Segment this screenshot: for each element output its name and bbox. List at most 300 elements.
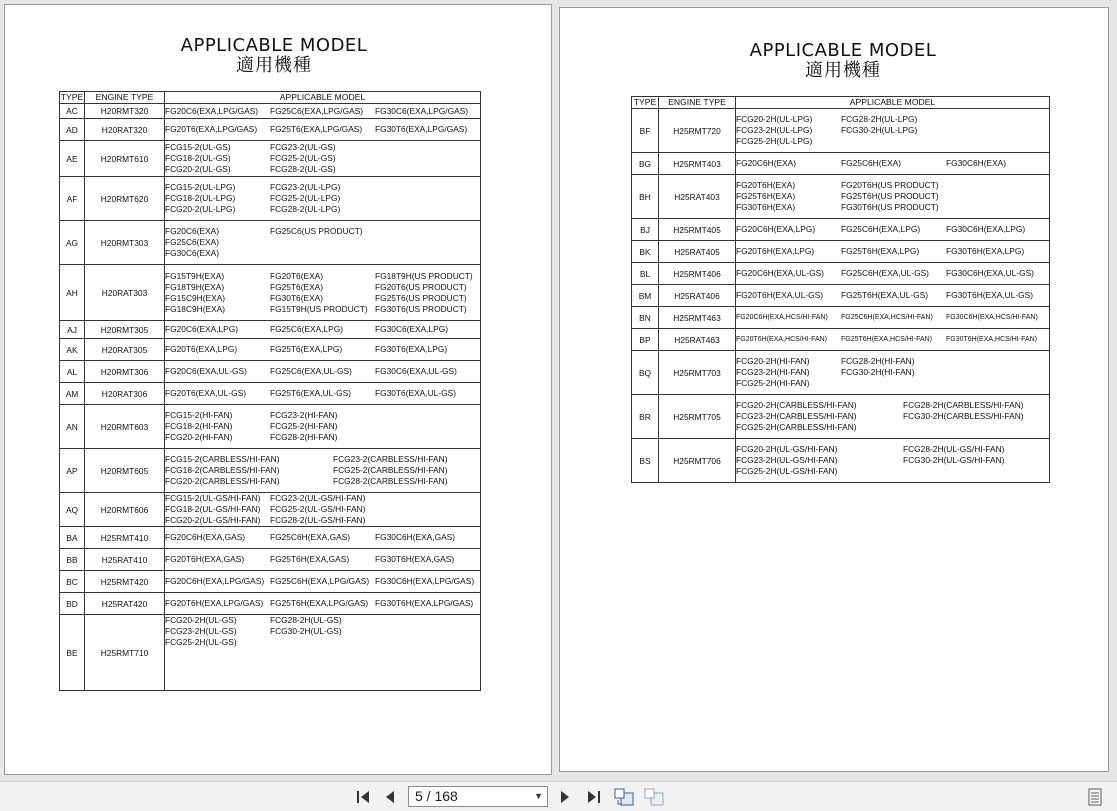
type-cell: BR xyxy=(632,395,659,439)
applicable-model-cell xyxy=(736,219,1050,241)
first-page-icon[interactable] xyxy=(352,787,374,807)
model-name: FCG23-2(CARBLESS/HI-FAN) xyxy=(333,454,448,464)
page-title xyxy=(5,36,543,76)
applicable-model-cell xyxy=(165,361,481,383)
model-name xyxy=(946,136,1049,147)
model-name: FG25T6(EXA,LPG) xyxy=(270,344,343,354)
table-row xyxy=(60,339,481,361)
model-name: FCG20-2(UL-LPG) xyxy=(165,204,236,214)
model-name: FG25T6(EXA,UL-GS) xyxy=(270,388,351,398)
applicable-model-cell xyxy=(736,395,1050,439)
model-name: FG20C6H(EXA) xyxy=(736,158,797,168)
model-name: FCG28-2(HI-FAN) xyxy=(270,432,338,442)
model-name xyxy=(375,142,480,153)
applicable-model-cell xyxy=(736,351,1050,395)
model-name: FCG23-2(HI-FAN) xyxy=(270,410,338,420)
model-name: FG30C6H(EXA,LPG) xyxy=(946,224,1026,234)
model-name: FG20T6(EXA,LPG/GAS) xyxy=(165,124,258,134)
type-cell: BD xyxy=(60,593,85,615)
engine-type-cell: H25RMT410 xyxy=(85,527,165,549)
model-name xyxy=(375,637,480,648)
model-name: FG25T6H(EXA,LPG/GAS) xyxy=(270,598,369,608)
type-cell: BF xyxy=(632,109,659,153)
engine-type-cell: H20RAT305 xyxy=(85,339,165,361)
model-name: FG30T6(EXA,LPG) xyxy=(375,344,448,354)
model-name: FG20T6H(EXA,LPG/GAS) xyxy=(165,598,264,608)
engine-type-cell: H25RMT403 xyxy=(659,153,736,175)
table-row xyxy=(60,383,481,405)
type-cell: BB xyxy=(60,549,85,571)
type-cell: AF xyxy=(60,177,85,221)
model-name: FCG15-2(UL-LPG) xyxy=(165,182,236,192)
model-name: FCG28-2(CARBLESS/HI-FAN) xyxy=(333,476,448,486)
applicable-model-cell xyxy=(165,104,481,119)
table-row xyxy=(60,405,481,449)
model-name: FG15T9H(US PRODUCT) xyxy=(270,303,368,314)
model-name: FG20T6H(EXA,GAS) xyxy=(165,554,245,564)
model-name: FCG20-2(CARBLESS/HI-FAN) xyxy=(165,476,280,486)
applicable-model-cell xyxy=(165,615,481,691)
prev-page-icon[interactable] xyxy=(380,787,400,807)
model-name: FG20T6(EXA) xyxy=(270,270,324,281)
applicable-model-cell xyxy=(736,307,1050,329)
engine-type-cell: H20RAT320 xyxy=(85,119,165,141)
model-name: FG15C9H(EXA) xyxy=(165,292,226,303)
applicable-model-cell xyxy=(165,405,481,449)
title-english: APPLICABLE MODEL xyxy=(180,35,368,56)
model-name: FCG18-2(UL-LPG) xyxy=(165,193,236,203)
model-name: FG25C6(EXA,LPG/GAS) xyxy=(270,105,364,116)
model-name: FG18T9H(EXA) xyxy=(165,281,225,292)
model-name xyxy=(946,180,1049,191)
type-cell: AJ xyxy=(60,321,85,339)
model-name: FG20T6(US PRODUCT) xyxy=(375,281,467,292)
next-page-icon[interactable] xyxy=(555,787,575,807)
page-title xyxy=(560,41,1117,81)
table-row xyxy=(60,549,481,571)
table-row xyxy=(632,395,1050,439)
model-name: FG20T6(EXA,LPG) xyxy=(165,344,238,354)
table-row xyxy=(632,109,1050,153)
model-name: FCG20-2(UL-GS) xyxy=(165,164,231,174)
model-name: FCG25-2(HI-FAN) xyxy=(270,421,338,431)
model-name: FG20T6H(EXA,LPG) xyxy=(736,246,815,256)
model-name: FG25T6H(US PRODUCT) xyxy=(841,191,939,201)
model-name: FG20T6H(EXA,UL-GS) xyxy=(736,290,824,300)
model-name xyxy=(946,191,1049,202)
engine-type-cell: H25RMT420 xyxy=(85,571,165,593)
model-name: FG25C6H(EXA) xyxy=(841,158,902,168)
page-number-select[interactable] xyxy=(408,786,548,807)
applicable-model-cell xyxy=(736,285,1050,307)
applicable-model-cell xyxy=(736,241,1050,263)
engine-type-cell: H25RMT463 xyxy=(659,307,736,329)
table-row xyxy=(60,265,481,321)
model-name xyxy=(375,493,480,504)
col-header-applicable-model: APPLICABLE MODEL xyxy=(736,97,1050,109)
col-header-engine-type: ENGINE TYPE xyxy=(85,92,165,104)
model-name: FCG18-2(UL-GS) xyxy=(165,153,231,163)
table-row xyxy=(60,449,481,493)
type-cell: AL xyxy=(60,361,85,383)
applicable-model-cell xyxy=(165,177,481,221)
page-indicator: 5 / 168 xyxy=(415,788,458,804)
model-name xyxy=(375,193,480,204)
applicable-model-cell xyxy=(736,153,1050,175)
applicable-model-cell xyxy=(165,571,481,593)
model-name xyxy=(375,421,480,432)
engine-type-cell: H25RMT706 xyxy=(659,439,736,483)
engine-type-cell: H25RAT405 xyxy=(659,241,736,263)
model-name: FG18C9H(EXA) xyxy=(165,303,226,314)
table-row xyxy=(632,241,1050,263)
type-cell: BG xyxy=(632,153,659,175)
applicable-model-cell xyxy=(736,329,1050,351)
engine-type-cell: H20RMT610 xyxy=(85,141,165,177)
engine-type-cell: H25RMT720 xyxy=(659,109,736,153)
model-name: FCG20-2H(UL-GS) xyxy=(165,615,237,625)
sidebar-icon[interactable] xyxy=(1085,787,1105,807)
model-name: FCG28-2H(HI-FAN) xyxy=(841,356,915,366)
type-cell: AN xyxy=(60,405,85,449)
model-name: FCG28-2(UL-GS) xyxy=(270,164,336,174)
model-name: FCG30-2H(HI-FAN) xyxy=(841,367,915,377)
model-name: FCG28-2(UL-LPG) xyxy=(270,204,341,214)
model-name: FCG25-2(UL-GS/HI-FAN) xyxy=(270,504,366,514)
applicable-model-cell xyxy=(165,449,481,493)
applicable-model-cell xyxy=(165,549,481,571)
model-name: FCG20-2H(HI-FAN) xyxy=(736,356,810,366)
model-name: FG20C6(EXA) xyxy=(165,226,219,236)
model-name: FG25T6H(EXA,UL-GS) xyxy=(841,290,929,300)
model-name: FCG28-2H(CARBLESS/HI-FAN) xyxy=(903,400,1024,410)
model-name: FCG23-2(UL-GS/HI-FAN) xyxy=(270,493,366,503)
type-cell: BQ xyxy=(632,351,659,395)
type-cell: AQ xyxy=(60,493,85,527)
model-name: FG18T9H(US PRODUCT) xyxy=(375,270,473,281)
engine-type-cell: H20RMT303 xyxy=(85,221,165,265)
model-name: FCG28-2(UL-GS/HI-FAN) xyxy=(270,515,366,525)
model-name: FG25T6(EXA) xyxy=(270,281,324,292)
type-cell: BS xyxy=(632,439,659,483)
model-name: FG20C6H(EXA,GAS) xyxy=(165,532,246,542)
model-name xyxy=(946,356,1049,367)
model-name xyxy=(375,410,480,421)
model-name xyxy=(903,422,1049,433)
model-name xyxy=(946,114,1049,125)
type-cell: AM xyxy=(60,383,85,405)
engine-type-cell: H20RMT603 xyxy=(85,405,165,449)
table-row xyxy=(632,329,1050,351)
model-name: FCG20-2H(UL-LPG) xyxy=(736,114,813,124)
model-name xyxy=(946,125,1049,136)
engine-type-cell: H25RMT703 xyxy=(659,351,736,395)
model-name: FG30C6(EXA,LPG) xyxy=(375,324,449,334)
type-cell: AD xyxy=(60,119,85,141)
table-row xyxy=(60,119,481,141)
model-name: FG25C6H(EXA,LPG/GAS) xyxy=(270,576,370,586)
model-name xyxy=(946,378,1049,389)
table-row xyxy=(60,571,481,593)
document-page-right xyxy=(559,7,1109,772)
model-name: FCG15-2(UL-GS) xyxy=(165,142,231,152)
engine-type-cell: H20RMT305 xyxy=(85,321,165,339)
engine-type-cell: H20RMT605 xyxy=(85,449,165,493)
model-name: FCG23-2H(UL-GS/HI-FAN) xyxy=(736,455,838,465)
model-name: FCG23-2H(CARBLESS/HI-FAN) xyxy=(736,411,857,421)
type-cell: BA xyxy=(60,527,85,549)
chevron-down-icon[interactable]: ▼ xyxy=(534,791,543,801)
model-name: FG20T6H(US PRODUCT) xyxy=(841,180,939,190)
table-row xyxy=(632,219,1050,241)
model-name xyxy=(270,237,375,248)
model-name: FCG23-2(UL-GS) xyxy=(270,142,336,152)
model-name: FCG20-2H(UL-GS/HI-FAN) xyxy=(736,444,838,454)
model-name: FCG30-2H(CARBLESS/HI-FAN) xyxy=(903,411,1024,421)
model-name xyxy=(375,515,480,526)
model-name: FG25C6H(EXA,GAS) xyxy=(270,532,351,542)
model-name: FCG15-2(CARBLESS/HI-FAN) xyxy=(165,454,280,464)
applicable-model-cell xyxy=(165,321,481,339)
model-name: FG30T6H(EXA,LPG) xyxy=(946,246,1025,256)
model-name: FCG25-2H(UL-LPG) xyxy=(736,136,813,146)
model-name: FCG20-2(UL-GS/HI-FAN) xyxy=(165,515,261,525)
fit-page-icon[interactable] xyxy=(642,787,666,807)
type-cell: BH xyxy=(632,175,659,219)
type-cell: AP xyxy=(60,449,85,493)
model-name: FCG28-2H(UL-GS/HI-FAN) xyxy=(903,444,1005,454)
model-name: FG30C6(EXA,LPG/GAS) xyxy=(375,105,469,116)
model-name: FG30T6(EXA,UL-GS) xyxy=(375,388,456,398)
model-name: FCG18-2(UL-GS/HI-FAN) xyxy=(165,504,261,514)
table-row xyxy=(632,307,1050,329)
rotate-view-icon[interactable] xyxy=(612,787,636,807)
model-name: FCG20-2H(CARBLESS/HI-FAN) xyxy=(736,400,857,410)
applicable-model-cell xyxy=(736,263,1050,285)
model-name: FCG30-2H(UL-GS) xyxy=(270,626,342,636)
model-name: FG25C6H(EXA,HCS/HI-FAN) xyxy=(841,314,933,321)
model-name: FG25C6H(EXA,LPG) xyxy=(841,224,921,234)
model-name: FCG15-2(UL-GS/HI-FAN) xyxy=(165,493,261,503)
model-name: FG25T6H(EXA) xyxy=(736,191,796,201)
model-name xyxy=(375,504,480,515)
last-page-icon[interactable] xyxy=(583,787,605,807)
table-row xyxy=(60,221,481,265)
table-row xyxy=(632,439,1050,483)
engine-type-cell: H25RAT420 xyxy=(85,593,165,615)
model-name: FG25T6H(EXA,HCS/HI-FAN) xyxy=(841,336,933,343)
table-row xyxy=(632,285,1050,307)
model-name: FCG20-2(HI-FAN) xyxy=(165,432,233,442)
col-header-applicable-model: APPLICABLE MODEL xyxy=(165,92,481,104)
model-name: FG25C6(US PRODUCT) xyxy=(270,226,363,236)
title-japanese: 適用機種 xyxy=(236,55,312,76)
model-name xyxy=(375,615,480,626)
model-name: FG30C6(EXA,UL-GS) xyxy=(375,366,457,376)
engine-type-cell: H25RAT463 xyxy=(659,329,736,351)
model-name: FCG25-2(UL-GS) xyxy=(270,153,336,163)
model-name: FG30T6H(EXA,UL-GS) xyxy=(946,290,1034,300)
model-name: FG20C6H(EXA,LPG) xyxy=(736,224,816,234)
table-row xyxy=(632,153,1050,175)
model-name: FG15T9H(EXA) xyxy=(165,270,225,281)
model-name xyxy=(375,153,480,164)
applicable-model-cell xyxy=(165,339,481,361)
col-header-engine-type: ENGINE TYPE xyxy=(659,97,736,109)
table-row xyxy=(632,175,1050,219)
engine-type-cell: H25RAT403 xyxy=(659,175,736,219)
table-row xyxy=(60,321,481,339)
col-header-type: TYPE xyxy=(60,92,84,102)
title-english: APPLICABLE MODEL xyxy=(749,40,937,61)
applicable-model-cell xyxy=(165,493,481,527)
table-row xyxy=(60,615,481,691)
type-cell: AE xyxy=(60,141,85,177)
model-name: FG30C6H(EXA,HCS/HI-FAN) xyxy=(946,314,1038,321)
model-name: FG20C6(EXA,LPG) xyxy=(165,324,239,334)
engine-type-cell: H25RMT405 xyxy=(659,219,736,241)
model-name: FG30T6H(EXA,GAS) xyxy=(375,554,455,564)
model-name: FCG25-2H(CARBLESS/HI-FAN) xyxy=(736,422,857,432)
model-name: FG25C6(EXA,UL-GS) xyxy=(270,366,352,376)
engine-type-cell: H20RMT306 xyxy=(85,361,165,383)
applicable-model-cell xyxy=(736,109,1050,153)
title-japanese: 適用機種 xyxy=(805,60,881,81)
type-cell: BE xyxy=(60,615,85,691)
model-name: FCG30-2H(UL-GS/HI-FAN) xyxy=(903,455,1005,465)
model-name: FG30T6(EXA,LPG/GAS) xyxy=(375,124,468,134)
applicable-model-cell xyxy=(736,439,1050,483)
model-name: FCG23-2H(UL-LPG) xyxy=(736,125,813,135)
table-row xyxy=(60,493,481,527)
model-name: FG20C6H(EXA,HCS/HI-FAN) xyxy=(736,314,828,321)
type-cell: BL xyxy=(632,263,659,285)
applicable-model-cell xyxy=(165,265,481,321)
model-name: FCG30-2H(UL-LPG) xyxy=(841,125,918,135)
model-name: FCG23-2H(HI-FAN) xyxy=(736,367,810,377)
applicable-model-table xyxy=(59,91,481,691)
model-name xyxy=(375,626,480,637)
model-name: FG30C6H(EXA,GAS) xyxy=(375,532,456,542)
model-name: FCG25-2(CARBLESS/HI-FAN) xyxy=(333,465,448,475)
model-name: FG25C6(EXA) xyxy=(165,237,219,247)
type-cell: BM xyxy=(632,285,659,307)
table-row xyxy=(60,141,481,177)
engine-type-cell: H25RMT705 xyxy=(659,395,736,439)
applicable-model-cell xyxy=(736,175,1050,219)
table-row xyxy=(60,361,481,383)
model-name: FCG23-2H(UL-GS) xyxy=(165,626,237,636)
viewer-toolbar xyxy=(0,781,1117,811)
model-name: FG30T6(US PRODUCT) xyxy=(375,303,467,314)
type-cell: AG xyxy=(60,221,85,265)
model-name xyxy=(270,637,375,648)
table-row xyxy=(60,527,481,549)
model-name: FCG18-2(HI-FAN) xyxy=(165,421,233,431)
model-name xyxy=(946,202,1049,213)
model-name: FG20T6H(EXA,HCS/HI-FAN) xyxy=(736,336,828,343)
model-name: FCG25-2(UL-LPG) xyxy=(270,193,341,203)
engine-type-cell: H20RMT620 xyxy=(85,177,165,221)
model-name: FG20T6(EXA,UL-GS) xyxy=(165,388,246,398)
model-name: FCG28-2H(UL-LPG) xyxy=(841,114,918,124)
model-name: FCG25-2H(UL-GS/HI-FAN) xyxy=(736,466,838,476)
type-cell: AH xyxy=(60,265,85,321)
applicable-model-table xyxy=(631,96,1050,483)
engine-type-cell: H25RAT406 xyxy=(659,285,736,307)
model-name: FG30C6(EXA) xyxy=(165,248,219,258)
model-name xyxy=(375,164,480,175)
type-cell: AK xyxy=(60,339,85,361)
model-name: FG25T6H(EXA,GAS) xyxy=(270,554,350,564)
table-row xyxy=(60,177,481,221)
model-name: FG30T6H(EXA) xyxy=(736,202,796,212)
model-name: FCG25-2H(UL-GS) xyxy=(165,637,237,647)
model-name: FG25T6(EXA,LPG/GAS) xyxy=(270,124,363,134)
applicable-model-cell xyxy=(165,593,481,615)
model-name xyxy=(946,367,1049,378)
model-name xyxy=(375,204,480,215)
model-name: FG25T6(US PRODUCT) xyxy=(375,292,467,303)
model-name: FG20T6H(EXA) xyxy=(736,180,796,190)
model-name: FCG15-2(HI-FAN) xyxy=(165,410,233,420)
col-header-type: TYPE xyxy=(632,97,659,109)
model-name: FG30T6H(EXA,LPG/GAS) xyxy=(375,598,474,608)
model-name: FG30T6(EXA) xyxy=(270,292,324,303)
engine-type-cell: H25RMT406 xyxy=(659,263,736,285)
engine-type-cell: H20RAT303 xyxy=(85,265,165,321)
table-row xyxy=(632,351,1050,395)
model-name xyxy=(841,136,946,147)
model-name: FG20C6H(EXA,LPG/GAS) xyxy=(165,576,265,586)
type-cell: BJ xyxy=(632,219,659,241)
model-name: FG20C6(EXA,UL-GS) xyxy=(165,366,247,376)
model-name: FG30T6H(US PRODUCT) xyxy=(841,202,939,212)
applicable-model-cell xyxy=(165,383,481,405)
model-name xyxy=(375,226,480,237)
model-name: FG25T6H(EXA,LPG) xyxy=(841,246,920,256)
applicable-model-cell xyxy=(165,221,481,265)
type-cell: AC xyxy=(60,104,85,119)
model-name: FG20C6H(EXA,UL-GS) xyxy=(736,268,824,278)
model-name xyxy=(903,466,1049,477)
engine-type-cell: H20RMT320 xyxy=(85,104,165,119)
applicable-model-cell xyxy=(165,119,481,141)
model-name: FCG25-2H(HI-FAN) xyxy=(736,378,810,388)
model-name xyxy=(375,182,480,193)
document-page-left xyxy=(4,4,552,775)
engine-type-cell: H20RMT606 xyxy=(85,493,165,527)
engine-type-cell: H20RAT306 xyxy=(85,383,165,405)
model-name xyxy=(841,378,946,389)
model-name xyxy=(375,432,480,443)
model-name: FCG23-2(UL-LPG) xyxy=(270,182,341,192)
type-cell: BP xyxy=(632,329,659,351)
type-cell: BN xyxy=(632,307,659,329)
applicable-model-cell xyxy=(165,527,481,549)
model-name: FG30T6H(EXA,HCS/HI-FAN) xyxy=(946,336,1038,343)
table-row xyxy=(60,104,481,119)
model-name: FG25C6H(EXA,UL-GS) xyxy=(841,268,929,278)
model-name: FCG28-2H(UL-GS) xyxy=(270,615,342,625)
type-cell: BC xyxy=(60,571,85,593)
type-cell: BK xyxy=(632,241,659,263)
table-row xyxy=(60,593,481,615)
model-name xyxy=(375,237,480,248)
model-name: FG30C6H(EXA) xyxy=(946,158,1007,168)
table-row xyxy=(632,263,1050,285)
model-name: FCG18-2(CARBLESS/HI-FAN) xyxy=(165,465,280,475)
